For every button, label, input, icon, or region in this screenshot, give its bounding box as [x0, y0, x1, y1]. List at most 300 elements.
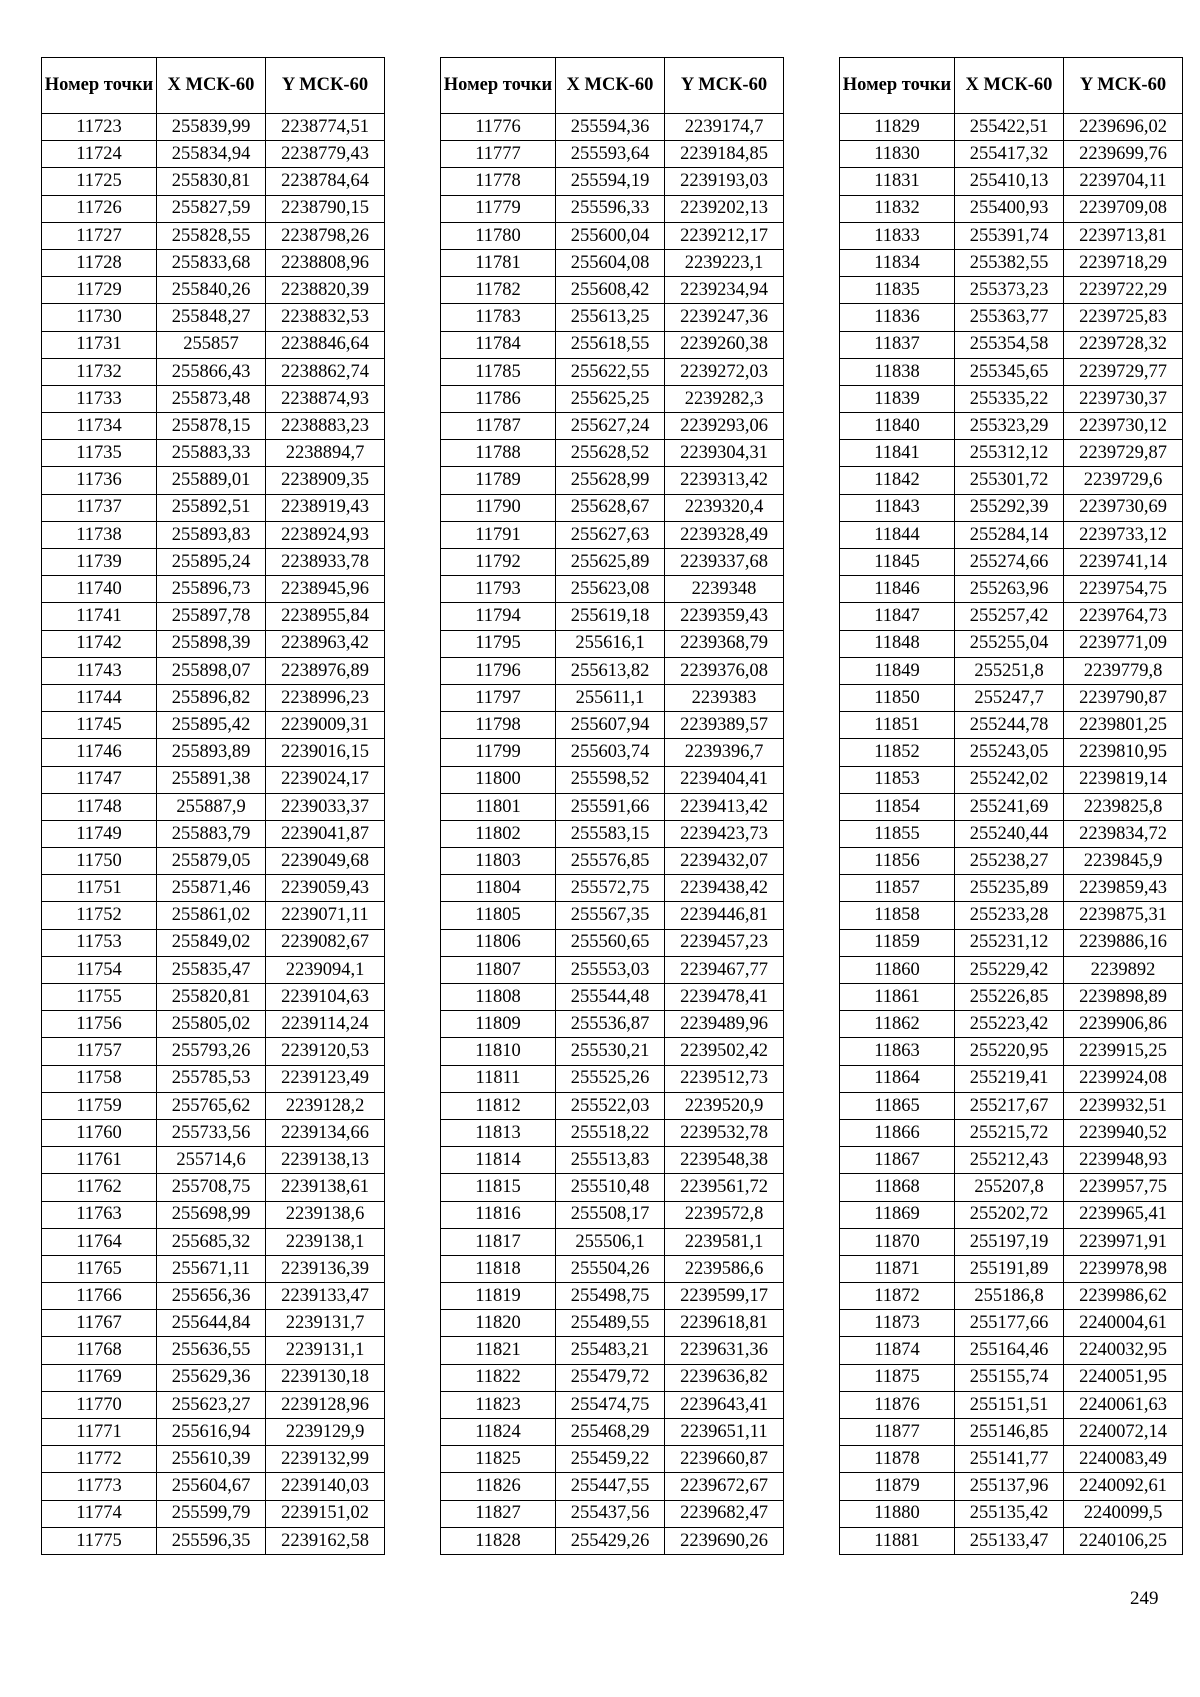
x-coordinate-cell: 255217,67 — [955, 1092, 1064, 1119]
x-coordinate-cell: 255284,14 — [955, 521, 1064, 548]
y-coordinate-cell: 2239690,26 — [665, 1527, 784, 1554]
x-coordinate-cell: 255576,85 — [556, 848, 665, 875]
point-number-cell: 11841 — [840, 440, 955, 467]
table-row — [840, 494, 1183, 521]
y-coordinate-cell: 2239184,85 — [665, 141, 784, 168]
table-row — [42, 494, 385, 521]
y-coordinate-cell: 2239572,8 — [665, 1201, 784, 1228]
point-number-cell: 11751 — [42, 875, 157, 902]
y-coordinate-cell: 2239728,32 — [1064, 331, 1183, 358]
point-number-cell: 11768 — [42, 1337, 157, 1364]
table-row — [441, 1310, 784, 1337]
point-number-cell: 11794 — [441, 603, 556, 630]
point-number-cell: 11774 — [42, 1500, 157, 1527]
y-coordinate-cell: 2239651,11 — [665, 1419, 784, 1446]
point-number-cell: 11730 — [42, 304, 157, 331]
y-coordinate-cell: 2239631,36 — [665, 1337, 784, 1364]
header-x: X МСК-60 — [955, 58, 1064, 114]
y-coordinate-cell: 2239502,42 — [665, 1038, 784, 1065]
x-coordinate-cell: 255155,74 — [955, 1364, 1064, 1391]
x-coordinate-cell: 255871,46 — [157, 875, 266, 902]
point-number-cell: 11819 — [441, 1283, 556, 1310]
y-coordinate-cell: 2238955,84 — [266, 603, 385, 630]
x-coordinate-cell: 255363,77 — [955, 304, 1064, 331]
point-number-cell: 11754 — [42, 956, 157, 983]
y-coordinate-cell: 2239123,49 — [266, 1065, 385, 1092]
point-number-cell: 11724 — [42, 141, 157, 168]
point-number-cell: 11834 — [840, 249, 955, 276]
table-row — [42, 1038, 385, 1065]
y-coordinate-cell: 2239129,9 — [266, 1419, 385, 1446]
table-row — [441, 1065, 784, 1092]
point-number-cell: 11775 — [42, 1527, 157, 1554]
table-row — [42, 820, 385, 847]
point-number-cell: 11750 — [42, 848, 157, 875]
table-row — [441, 684, 784, 711]
x-coordinate-cell: 255616,1 — [556, 630, 665, 657]
point-number-cell: 11769 — [42, 1364, 157, 1391]
point-number-cell: 11810 — [441, 1038, 556, 1065]
point-number-cell: 11744 — [42, 684, 157, 711]
point-number-cell: 11776 — [441, 114, 556, 141]
table-row — [840, 929, 1183, 956]
x-coordinate-cell: 255594,19 — [556, 168, 665, 195]
table-row — [42, 956, 385, 983]
y-coordinate-cell: 2239082,67 — [266, 929, 385, 956]
x-coordinate-cell: 255242,02 — [955, 766, 1064, 793]
point-number-cell: 11798 — [441, 712, 556, 739]
point-number-cell: 11838 — [840, 358, 955, 385]
y-coordinate-cell: 2239478,41 — [665, 984, 784, 1011]
point-number-cell: 11792 — [441, 549, 556, 576]
x-coordinate-cell: 255594,36 — [556, 114, 665, 141]
x-coordinate-cell: 255785,53 — [157, 1065, 266, 1092]
point-number-cell: 11811 — [441, 1065, 556, 1092]
point-number-cell: 11802 — [441, 820, 556, 847]
table-row — [840, 1255, 1183, 1282]
y-coordinate-cell: 2239729,77 — [1064, 358, 1183, 385]
table-row — [42, 1228, 385, 1255]
point-number-cell: 11848 — [840, 630, 955, 657]
table-row — [441, 793, 784, 820]
y-coordinate-cell: 2238862,74 — [266, 358, 385, 385]
point-number-cell: 11818 — [441, 1255, 556, 1282]
x-coordinate-cell: 255598,52 — [556, 766, 665, 793]
point-number-cell: 11734 — [42, 413, 157, 440]
x-coordinate-cell: 255628,99 — [556, 467, 665, 494]
table-row — [840, 1092, 1183, 1119]
table-row — [42, 440, 385, 467]
y-coordinate-cell: 2239512,73 — [665, 1065, 784, 1092]
table-row — [441, 1473, 784, 1500]
x-coordinate-cell: 255508,17 — [556, 1201, 665, 1228]
x-coordinate-cell: 255833,68 — [157, 249, 266, 276]
point-number-cell: 11851 — [840, 712, 955, 739]
table-row — [42, 1391, 385, 1418]
y-coordinate-cell: 2239131,7 — [266, 1310, 385, 1337]
x-coordinate-cell: 255263,96 — [955, 576, 1064, 603]
x-coordinate-cell: 255345,65 — [955, 358, 1064, 385]
point-number-cell: 11803 — [441, 848, 556, 875]
x-coordinate-cell: 255400,93 — [955, 195, 1064, 222]
y-coordinate-cell: 2239986,62 — [1064, 1283, 1183, 1310]
x-coordinate-cell: 255468,29 — [556, 1419, 665, 1446]
point-number-cell: 11725 — [42, 168, 157, 195]
x-coordinate-cell: 255220,95 — [955, 1038, 1064, 1065]
point-number-cell: 11881 — [840, 1527, 955, 1554]
y-coordinate-cell: 2239134,66 — [266, 1119, 385, 1146]
y-coordinate-cell: 2239586,6 — [665, 1255, 784, 1282]
x-coordinate-cell: 255820,81 — [157, 984, 266, 1011]
x-coordinate-cell: 255893,89 — [157, 739, 266, 766]
x-coordinate-cell: 255628,67 — [556, 494, 665, 521]
x-coordinate-cell: 255241,69 — [955, 793, 1064, 820]
x-coordinate-cell: 255231,12 — [955, 929, 1064, 956]
table-row — [441, 331, 784, 358]
table-row — [441, 304, 784, 331]
table-row — [441, 1500, 784, 1527]
y-coordinate-cell: 2239049,68 — [266, 848, 385, 875]
point-number-cell: 11747 — [42, 766, 157, 793]
x-coordinate-cell: 255685,32 — [157, 1228, 266, 1255]
point-number-cell: 11731 — [42, 331, 157, 358]
x-coordinate-cell: 255141,77 — [955, 1446, 1064, 1473]
y-coordinate-cell: 2240106,25 — [1064, 1527, 1183, 1554]
point-number-cell: 11870 — [840, 1228, 955, 1255]
table-row — [840, 766, 1183, 793]
point-number-cell: 11795 — [441, 630, 556, 657]
table-row — [441, 1119, 784, 1146]
point-number-cell: 11855 — [840, 820, 955, 847]
x-coordinate-cell: 255274,66 — [955, 549, 1064, 576]
x-coordinate-cell: 255422,51 — [955, 114, 1064, 141]
header-y: Y МСК-60 — [1064, 58, 1183, 114]
y-coordinate-cell: 2239423,73 — [665, 820, 784, 847]
x-coordinate-cell: 255240,44 — [955, 820, 1064, 847]
y-coordinate-cell: 2239016,15 — [266, 739, 385, 766]
table-row — [840, 168, 1183, 195]
table-row — [42, 766, 385, 793]
table-row — [42, 1500, 385, 1527]
table-row — [42, 249, 385, 276]
x-coordinate-cell: 255133,47 — [955, 1527, 1064, 1554]
table-row — [441, 1337, 784, 1364]
y-coordinate-cell: 2238798,26 — [266, 222, 385, 249]
table-row — [441, 1174, 784, 1201]
table-row — [441, 1038, 784, 1065]
x-coordinate-cell: 255255,04 — [955, 630, 1064, 657]
x-coordinate-cell: 255191,89 — [955, 1255, 1064, 1282]
y-coordinate-cell: 2238883,23 — [266, 413, 385, 440]
y-coordinate-cell: 2239733,12 — [1064, 521, 1183, 548]
x-coordinate-cell: 255312,12 — [955, 440, 1064, 467]
table-row — [441, 956, 784, 983]
table-row — [42, 331, 385, 358]
table-row — [840, 875, 1183, 902]
point-number-cell: 11859 — [840, 929, 955, 956]
page-number: 249 — [1130, 1588, 1159, 1609]
y-coordinate-cell: 2239965,41 — [1064, 1201, 1183, 1228]
y-coordinate-cell: 2240051,95 — [1064, 1364, 1183, 1391]
y-coordinate-cell: 2239272,03 — [665, 358, 784, 385]
point-number-cell: 11767 — [42, 1310, 157, 1337]
point-number-cell: 11785 — [441, 358, 556, 385]
y-coordinate-cell: 2239033,37 — [266, 793, 385, 820]
point-number-cell: 11876 — [840, 1391, 955, 1418]
table-row — [840, 549, 1183, 576]
point-number-cell: 11723 — [42, 114, 157, 141]
table-row — [42, 1255, 385, 1282]
y-coordinate-cell: 2239128,96 — [266, 1391, 385, 1418]
x-coordinate-cell: 255219,41 — [955, 1065, 1064, 1092]
table-row — [441, 1419, 784, 1446]
point-number-cell: 11873 — [840, 1310, 955, 1337]
x-coordinate-cell: 255835,47 — [157, 956, 266, 983]
y-coordinate-cell: 2239932,51 — [1064, 1092, 1183, 1119]
table-row — [42, 1011, 385, 1038]
table-row — [441, 249, 784, 276]
y-coordinate-cell: 2239957,75 — [1064, 1174, 1183, 1201]
point-number-cell: 11733 — [42, 385, 157, 412]
x-coordinate-cell: 255644,84 — [157, 1310, 266, 1337]
table-row — [441, 440, 784, 467]
table-row — [840, 385, 1183, 412]
y-coordinate-cell: 2239128,2 — [266, 1092, 385, 1119]
x-coordinate-cell: 255879,05 — [157, 848, 266, 875]
y-coordinate-cell: 2239247,36 — [665, 304, 784, 331]
y-coordinate-cell: 2239138,13 — [266, 1147, 385, 1174]
table-row — [441, 739, 784, 766]
point-number-cell: 11787 — [441, 413, 556, 440]
y-coordinate-cell: 2239174,7 — [665, 114, 784, 141]
point-number-cell: 11822 — [441, 1364, 556, 1391]
y-coordinate-cell: 2239834,72 — [1064, 820, 1183, 847]
y-coordinate-cell: 2239643,41 — [665, 1391, 784, 1418]
point-number-cell: 11867 — [840, 1147, 955, 1174]
point-number-cell: 11821 — [441, 1337, 556, 1364]
table-row — [441, 984, 784, 1011]
y-coordinate-cell: 2238774,51 — [266, 114, 385, 141]
y-coordinate-cell: 2239059,43 — [266, 875, 385, 902]
x-coordinate-cell: 255848,27 — [157, 304, 266, 331]
table-row — [441, 467, 784, 494]
point-number-cell: 11779 — [441, 195, 556, 222]
y-coordinate-cell: 2240072,14 — [1064, 1419, 1183, 1446]
y-coordinate-cell: 2239293,06 — [665, 413, 784, 440]
table-row — [840, 304, 1183, 331]
x-coordinate-cell: 255506,1 — [556, 1228, 665, 1255]
table-row — [840, 603, 1183, 630]
x-coordinate-cell: 255243,05 — [955, 739, 1064, 766]
table-row — [441, 1527, 784, 1554]
header-point-number: Номер точки — [441, 58, 556, 114]
table-row — [42, 1310, 385, 1337]
point-number-cell: 11765 — [42, 1255, 157, 1282]
point-number-cell: 11766 — [42, 1283, 157, 1310]
x-coordinate-cell: 255235,89 — [955, 875, 1064, 902]
table-row — [42, 1092, 385, 1119]
y-coordinate-cell: 2239313,42 — [665, 467, 784, 494]
x-coordinate-cell: 255840,26 — [157, 277, 266, 304]
y-coordinate-cell: 2239924,08 — [1064, 1065, 1183, 1092]
table-row — [42, 684, 385, 711]
x-coordinate-cell: 255177,66 — [955, 1310, 1064, 1337]
point-number-cell: 11874 — [840, 1337, 955, 1364]
table-row — [840, 1364, 1183, 1391]
y-coordinate-cell: 2239672,67 — [665, 1473, 784, 1500]
point-number-cell: 11743 — [42, 657, 157, 684]
y-coordinate-cell: 2238790,15 — [266, 195, 385, 222]
x-coordinate-cell: 255215,72 — [955, 1119, 1064, 1146]
x-coordinate-cell: 255498,75 — [556, 1283, 665, 1310]
table-row — [840, 114, 1183, 141]
point-number-cell: 11817 — [441, 1228, 556, 1255]
y-coordinate-cell: 2240004,61 — [1064, 1310, 1183, 1337]
point-number-cell: 11764 — [42, 1228, 157, 1255]
y-coordinate-cell: 2239725,83 — [1064, 304, 1183, 331]
table-row — [840, 1011, 1183, 1038]
point-number-cell: 11728 — [42, 249, 157, 276]
point-number-cell: 11789 — [441, 467, 556, 494]
x-coordinate-cell: 255765,62 — [157, 1092, 266, 1119]
x-coordinate-cell: 255613,82 — [556, 657, 665, 684]
x-coordinate-cell: 255636,55 — [157, 1337, 266, 1364]
point-number-cell: 11880 — [840, 1500, 955, 1527]
header-point-number: Номер точки — [42, 58, 157, 114]
x-coordinate-cell: 255479,72 — [556, 1364, 665, 1391]
table-row — [42, 1119, 385, 1146]
point-number-cell: 11800 — [441, 766, 556, 793]
x-coordinate-cell: 255417,32 — [955, 141, 1064, 168]
x-coordinate-cell: 255164,46 — [955, 1337, 1064, 1364]
y-coordinate-cell: 2238909,35 — [266, 467, 385, 494]
table-row — [840, 1473, 1183, 1500]
point-number-cell: 11872 — [840, 1283, 955, 1310]
y-coordinate-cell: 2239104,63 — [266, 984, 385, 1011]
y-coordinate-cell: 2239825,8 — [1064, 793, 1183, 820]
y-coordinate-cell: 2238963,42 — [266, 630, 385, 657]
point-number-cell: 11835 — [840, 277, 955, 304]
x-coordinate-cell: 255627,24 — [556, 413, 665, 440]
y-coordinate-cell: 2239328,49 — [665, 521, 784, 548]
coordinates-table-3 — [839, 57, 1183, 1555]
table-row — [42, 1364, 385, 1391]
x-coordinate-cell: 255596,35 — [157, 1527, 266, 1554]
table-row — [42, 1201, 385, 1228]
y-coordinate-cell: 2239376,08 — [665, 657, 784, 684]
y-coordinate-cell: 2239282,3 — [665, 385, 784, 412]
point-number-cell: 11830 — [840, 141, 955, 168]
y-coordinate-cell: 2239660,87 — [665, 1446, 784, 1473]
point-number-cell: 11740 — [42, 576, 157, 603]
y-coordinate-cell: 2239618,81 — [665, 1310, 784, 1337]
x-coordinate-cell: 255830,81 — [157, 168, 266, 195]
table-row — [441, 277, 784, 304]
y-coordinate-cell: 2239779,8 — [1064, 657, 1183, 684]
point-number-cell: 11732 — [42, 358, 157, 385]
y-coordinate-cell: 2239432,07 — [665, 848, 784, 875]
y-coordinate-cell: 2239741,14 — [1064, 549, 1183, 576]
table-row — [441, 1201, 784, 1228]
table-row — [42, 929, 385, 956]
x-coordinate-cell: 255410,13 — [955, 168, 1064, 195]
table-row — [840, 739, 1183, 766]
y-coordinate-cell: 2239548,38 — [665, 1147, 784, 1174]
y-coordinate-cell: 2239009,31 — [266, 712, 385, 739]
table-row — [42, 1147, 385, 1174]
table-row — [840, 222, 1183, 249]
table-row — [840, 956, 1183, 983]
y-coordinate-cell: 2239729,6 — [1064, 467, 1183, 494]
table-row — [42, 1473, 385, 1500]
y-coordinate-cell: 2239718,29 — [1064, 249, 1183, 276]
point-number-cell: 11852 — [840, 739, 955, 766]
table-row — [840, 249, 1183, 276]
point-number-cell: 11850 — [840, 684, 955, 711]
x-coordinate-cell: 255212,43 — [955, 1147, 1064, 1174]
point-number-cell: 11879 — [840, 1473, 955, 1500]
table-row — [441, 766, 784, 793]
x-coordinate-cell: 255202,72 — [955, 1201, 1064, 1228]
point-number-cell: 11827 — [441, 1500, 556, 1527]
table-header-row — [42, 58, 385, 114]
table-row — [42, 902, 385, 929]
x-coordinate-cell: 255522,03 — [556, 1092, 665, 1119]
y-coordinate-cell: 2239898,89 — [1064, 984, 1183, 1011]
x-coordinate-cell: 255233,28 — [955, 902, 1064, 929]
table-row — [42, 277, 385, 304]
point-number-cell: 11869 — [840, 1201, 955, 1228]
x-coordinate-cell: 255887,9 — [157, 793, 266, 820]
x-coordinate-cell: 255301,72 — [955, 467, 1064, 494]
y-coordinate-cell: 2238976,89 — [266, 657, 385, 684]
point-number-cell: 11727 — [42, 222, 157, 249]
y-coordinate-cell: 2239532,78 — [665, 1119, 784, 1146]
header-x: X МСК-60 — [556, 58, 665, 114]
table-row — [441, 1391, 784, 1418]
table-row — [840, 1500, 1183, 1527]
table-row — [840, 630, 1183, 657]
table-row — [42, 385, 385, 412]
point-number-cell: 11840 — [840, 413, 955, 440]
point-number-cell: 11847 — [840, 603, 955, 630]
table-row — [441, 413, 784, 440]
table-row — [441, 494, 784, 521]
point-number-cell: 11866 — [840, 1119, 955, 1146]
table-row — [441, 1092, 784, 1119]
x-coordinate-cell: 255610,39 — [157, 1446, 266, 1473]
x-coordinate-cell: 255247,7 — [955, 684, 1064, 711]
y-coordinate-cell: 2238846,64 — [266, 331, 385, 358]
y-coordinate-cell: 2239819,14 — [1064, 766, 1183, 793]
y-coordinate-cell: 2239260,38 — [665, 331, 784, 358]
point-number-cell: 11854 — [840, 793, 955, 820]
table-row — [840, 467, 1183, 494]
x-coordinate-cell: 255518,22 — [556, 1119, 665, 1146]
x-coordinate-cell: 255898,07 — [157, 657, 266, 684]
table-row — [840, 195, 1183, 222]
table-row — [840, 984, 1183, 1011]
table-row — [441, 385, 784, 412]
table-row — [441, 820, 784, 847]
point-number-cell: 11761 — [42, 1147, 157, 1174]
point-number-cell: 11738 — [42, 521, 157, 548]
table-row — [42, 576, 385, 603]
table-row — [840, 1391, 1183, 1418]
x-coordinate-cell: 255207,8 — [955, 1174, 1064, 1201]
table-row — [42, 304, 385, 331]
x-coordinate-cell: 255229,42 — [955, 956, 1064, 983]
